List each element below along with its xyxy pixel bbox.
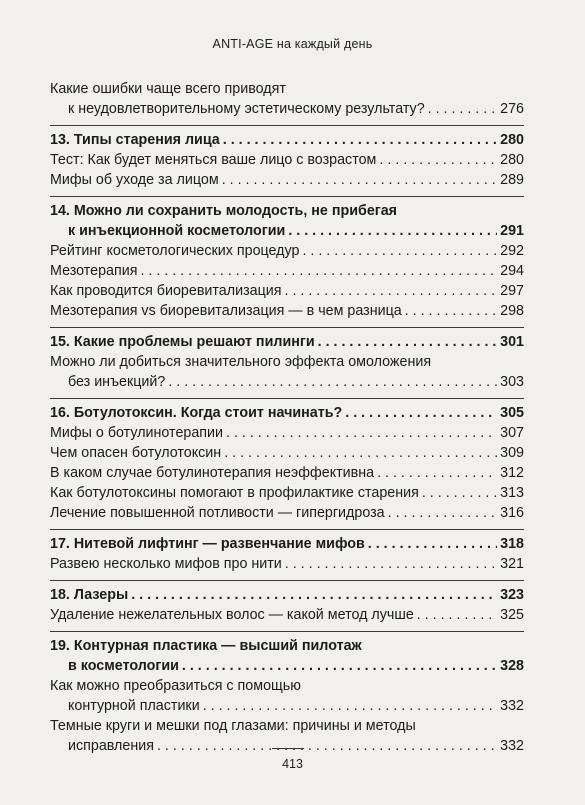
- toc-entry-text: Мезотерапия vs биоревитализация — в чем разница: [50, 303, 402, 319]
- toc-entry: [50, 170, 524, 190]
- chapter-section: [50, 398, 524, 523]
- toc-entry-text-line2: исправления: [68, 738, 154, 754]
- toc-page-number: 318: [500, 536, 524, 552]
- dot-leader: [285, 554, 497, 574]
- toc-entry-text: Как ботулотоксины помогают в профилактике старения: [50, 485, 419, 501]
- footer-rule: [272, 748, 304, 749]
- toc-chapter-entry: [50, 332, 524, 352]
- page-number: 413: [282, 757, 303, 771]
- toc-entry: [50, 79, 524, 119]
- toc-entry-text: Как проводится биоревитализация: [50, 283, 282, 299]
- dot-leader: [417, 605, 497, 625]
- toc-entry-text: Удаление нежелательных волос — какой метод лучше: [50, 607, 414, 623]
- toc-entry-text: Мезотерапия: [50, 263, 138, 279]
- toc-chapter-title: 17. Нитевой лифтинг — развенчание мифов: [50, 536, 365, 552]
- toc-entry-text: Мифы о ботулинотерапии: [50, 425, 224, 441]
- dot-leader: [223, 130, 497, 150]
- toc-page-number: 332: [500, 698, 524, 714]
- table-of-contents: [50, 79, 524, 756]
- dot-leader: [428, 99, 498, 119]
- toc-entry: [50, 676, 524, 716]
- toc-page-number: 332: [500, 738, 524, 754]
- toc-page-number: 276: [500, 101, 524, 117]
- dot-leader: [182, 656, 497, 676]
- dot-leader: [285, 281, 498, 301]
- toc-entry-text: Чем опасен ботулотоксин: [50, 445, 222, 461]
- toc-entry-text: Рейтинг косметологических процедур: [50, 243, 300, 259]
- toc-entry: [50, 716, 524, 756]
- toc-entry-text: В каком случае ботулинотерапия неэффективна: [50, 465, 375, 481]
- toc-page-number: 312: [500, 465, 524, 481]
- chapter-section: [50, 580, 524, 625]
- toc-page-number: 309: [500, 445, 524, 461]
- chapter-section: [50, 529, 524, 574]
- toc-entry-text-line1: Какие ошибки чаще всего приводят: [50, 81, 286, 97]
- toc-entry-text: Лечение повышенной потливости — гипергидроза: [50, 505, 385, 521]
- toc-entry: [50, 241, 524, 261]
- toc-page-number: 323: [500, 587, 524, 603]
- dot-leader: [379, 150, 497, 170]
- dot-leader: [140, 261, 497, 281]
- toc-entry-text-line2: без инъекций?: [68, 374, 166, 390]
- toc-entry: [50, 301, 524, 321]
- toc-chapter-title-line2: к инъекционной косметологии: [68, 223, 286, 239]
- dot-leader: [422, 483, 497, 503]
- toc-page-number: 289: [500, 172, 524, 188]
- toc-page-number: 303: [500, 374, 524, 390]
- toc-page-number: 325: [500, 607, 524, 623]
- toc-entry-text-line2: контурной пластики: [68, 698, 200, 714]
- dot-leader: [226, 423, 497, 443]
- toc-entry-text-line1: Можно ли добиться значительного эффекта омоложения: [50, 354, 432, 370]
- toc-chapter-title: 16. Ботулотоксин. Когда стоит начинать?: [50, 405, 343, 421]
- toc-entry-text: Мифы об уходе за лицом: [50, 172, 219, 188]
- toc-chapter-entry: [50, 534, 524, 554]
- toc-entry-text-line1: Как можно преобразиться с помощью: [50, 678, 301, 694]
- toc-entry: [50, 503, 524, 523]
- dot-leader: [345, 403, 497, 423]
- chapter-section: [50, 125, 524, 190]
- toc-chapter-entry: [50, 656, 524, 676]
- toc-page-number: 298: [500, 303, 524, 319]
- toc-entry-text-line1: Темные круги и мешки под глазами: причины и методы: [50, 718, 416, 734]
- dot-leader: [224, 443, 497, 463]
- dot-leader: [168, 372, 497, 392]
- toc-page-number: 280: [500, 152, 524, 168]
- toc-page-number: 321: [500, 556, 524, 572]
- dot-leader: [203, 696, 497, 716]
- dot-leader: [368, 534, 497, 554]
- toc-page-number: 316: [500, 505, 524, 521]
- toc-entry-text-line2: к неудовлетворительному эстетическому результату?: [68, 101, 425, 117]
- toc-chapter-title-line1: 14. Можно ли сохранить молодость, не прибегая: [50, 203, 398, 219]
- chapter-section: [50, 196, 524, 321]
- dot-leader: [377, 463, 497, 483]
- toc-entry: [50, 605, 524, 625]
- running-head: ANTI-AGE на каждый день: [212, 37, 373, 51]
- toc-chapter-entry: [50, 221, 524, 241]
- toc-page-number: 280: [500, 132, 524, 148]
- toc-entry: [50, 423, 524, 443]
- toc-page-number: 305: [500, 405, 524, 421]
- dot-leader: [302, 241, 497, 261]
- toc-entry-text: Развею несколько мифов про нити: [50, 556, 282, 572]
- toc-entry: [50, 150, 524, 170]
- dot-leader: [222, 170, 497, 190]
- dot-leader: [157, 736, 497, 756]
- toc-chapter-title: 15. Какие проблемы решают пилинги: [50, 334, 315, 350]
- toc-page-number: 301: [500, 334, 524, 350]
- toc-entry: [50, 483, 524, 503]
- toc-page-number: 291: [500, 223, 524, 239]
- toc-entry: [50, 261, 524, 281]
- toc-page-number: 294: [500, 263, 524, 279]
- toc-chapter-title-line1: 19. Контурная пластика — высший пилотаж: [50, 638, 362, 654]
- dot-leader: [388, 503, 498, 523]
- toc-chapter-title-line2: в косметологии: [68, 658, 179, 674]
- toc-entry: [50, 554, 524, 574]
- dot-leader: [405, 301, 497, 321]
- toc-entry-text: Тест: Как будет меняться ваше лицо с возрастом: [50, 152, 377, 168]
- toc-chapter-title: 18. Лазеры: [50, 587, 129, 603]
- dot-leader: [318, 332, 498, 352]
- toc-page-number: 297: [500, 283, 524, 299]
- dot-leader: [288, 221, 497, 241]
- toc-entry: [50, 281, 524, 301]
- toc-page-number: 328: [500, 658, 524, 674]
- toc-page-number: 292: [500, 243, 524, 259]
- toc-page-number: 307: [500, 425, 524, 441]
- chapter-section: [50, 631, 524, 756]
- toc-chapter-entry: [50, 403, 524, 423]
- dot-leader: [131, 585, 497, 605]
- toc-chapter-entry: [50, 130, 524, 150]
- toc-entry: [50, 352, 524, 392]
- toc-entry: [50, 463, 524, 483]
- toc-page-number: 313: [500, 485, 524, 501]
- toc-entry: [50, 443, 524, 463]
- toc-chapter-title: 13. Типы старения лица: [50, 132, 220, 148]
- chapter-section: [50, 327, 524, 392]
- toc-chapter-entry: [50, 585, 524, 605]
